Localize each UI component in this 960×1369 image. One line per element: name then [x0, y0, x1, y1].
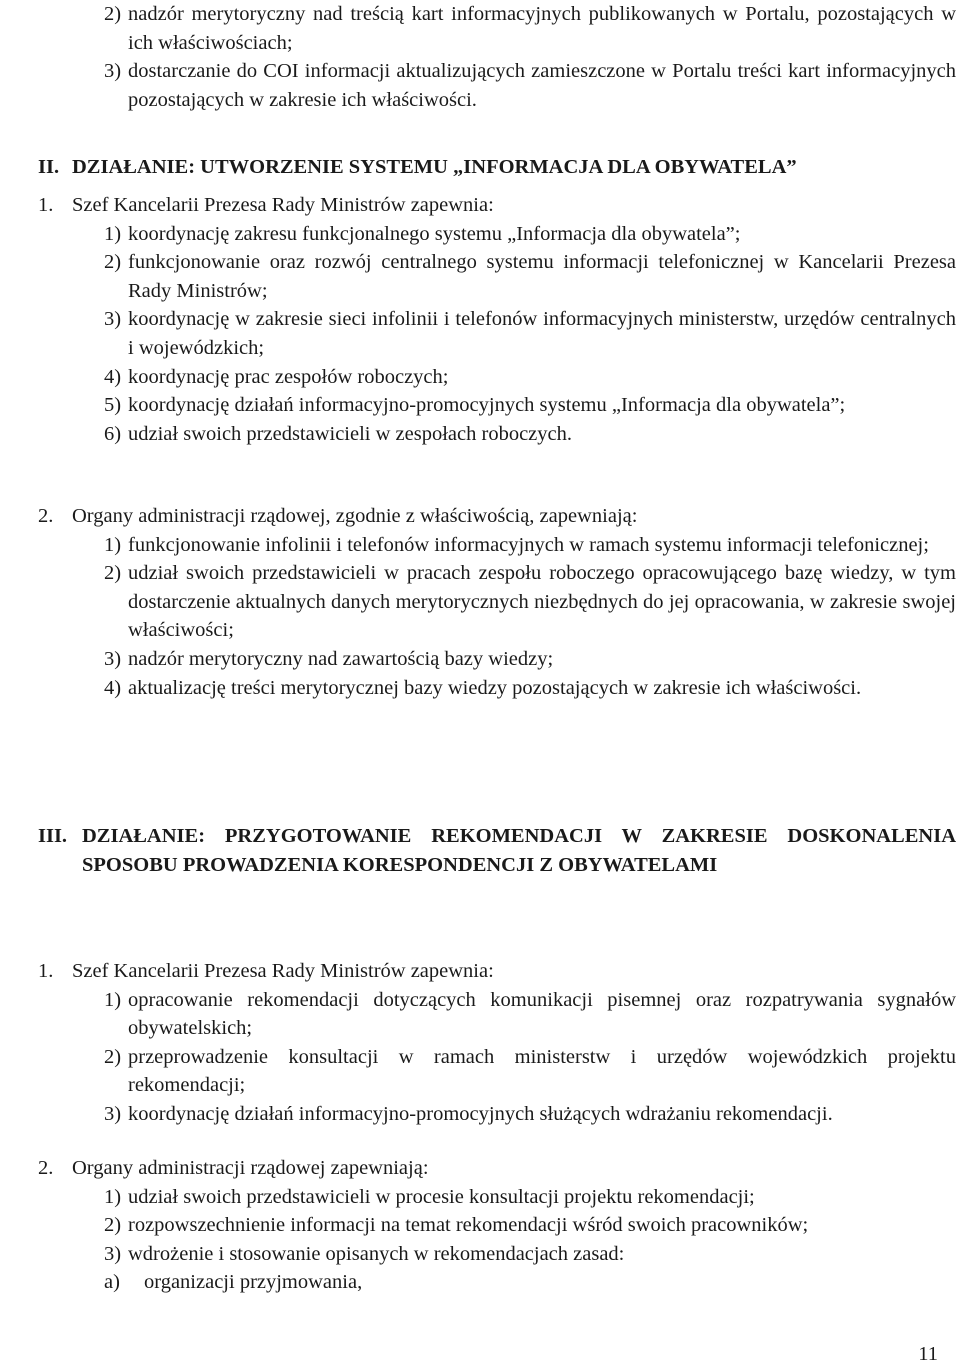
item-letter: a) — [104, 1271, 120, 1294]
section-heading — [38, 822, 956, 879]
section-heading — [38, 153, 956, 182]
section-3-point-1 — [38, 957, 956, 1129]
sub-list-item — [38, 1268, 956, 1297]
list-item — [38, 57, 956, 114]
item-number: 6) — [104, 422, 122, 445]
list-item — [38, 420, 956, 449]
item-number: 1) — [104, 1185, 122, 1208]
section-number: III. — [38, 825, 68, 847]
list-item — [38, 1211, 956, 1240]
list-item — [38, 531, 956, 560]
list-item — [38, 559, 956, 645]
section-number: II. — [38, 156, 60, 178]
point-text: Organy administracji rządowej, zgodnie z właściwością, zapewniają: — [72, 505, 638, 527]
list-item — [38, 363, 956, 392]
section-3-heading — [38, 822, 956, 879]
item-number: 4) — [104, 365, 122, 388]
item-number: 3) — [104, 308, 122, 331]
list-item — [38, 1240, 956, 1269]
point-number: 2. — [38, 1157, 54, 1179]
item-number: 5) — [104, 394, 122, 417]
item-text: nadzór merytoryczny nad zawartością bazy wiedzy; — [128, 647, 554, 670]
list-item — [38, 248, 956, 305]
item-number: 3) — [104, 1242, 122, 1265]
item-text: aktualizację treści merytorycznej bazy wiedzy pozostających w zakresie ich właściwości. — [128, 676, 862, 699]
item-number: 2) — [104, 251, 122, 274]
item-text: koordynację działań informacyjno-promocyjnych systemu „Informacja dla obywatela”; — [128, 394, 846, 417]
list-item — [38, 1043, 956, 1100]
section-2-point-2 — [38, 502, 956, 702]
section-2-point-1 — [38, 191, 956, 448]
item-number: 2) — [104, 1214, 122, 1237]
item-number: 1) — [104, 533, 122, 556]
page-number: 11 — [918, 1343, 938, 1365]
item-number: 3) — [104, 647, 122, 670]
item-number: 4) — [104, 676, 122, 699]
item-number: 2) — [104, 562, 122, 585]
item-text: koordynację zakresu funkcjonalnego systemu „Informacja dla obywatela”; — [128, 222, 741, 245]
point-text: Szef Kancelarii Prezesa Rady Ministrów zapewnia: — [72, 194, 494, 216]
item-text: koordynację w zakresie sieci infolinii i telefonów informacyjnych ministerstw, urzędów centralnych i wojewódzkich; — [128, 308, 956, 359]
item-text: koordynację działań informacyjno-promocyjnych służących wdrażaniu rekomendacji. — [128, 1102, 833, 1125]
item-text: wdrożenie i stosowanie opisanych w rekomendacjach zasad: — [128, 1242, 625, 1265]
section-3-point-2 — [38, 1154, 956, 1297]
item-number: 2) — [104, 3, 122, 25]
item-number: 3) — [104, 1102, 122, 1125]
list-item — [38, 986, 956, 1043]
section-title: DZIAŁANIE: PRZYGOTOWANIE REKOMENDACJI W ZAKRESIE DOSKONALENIA SPOSOBU PROWADZENIA KORESPONDENCJI Z OBYWATELAMI — [82, 825, 956, 876]
point-number: 1. — [38, 194, 54, 216]
section-title: DZIAŁANIE: UTWORZENIE SYSTEMU „INFORMACJA DLA OBYWATELA” — [72, 156, 797, 178]
point-text: Szef Kancelarii Prezesa Rady Ministrów zapewnia: — [72, 960, 494, 982]
point — [38, 1154, 956, 1183]
item-text: opracowanie rekomendacji dotyczących komunikacji pisemnej oraz rozpatrywania sygnałów obywatelskich; — [128, 988, 956, 1040]
list-item — [38, 220, 956, 249]
item-number: 1) — [104, 988, 122, 1011]
item-text: udział swoich przedstawicieli w pracach zespołu roboczego opracowującego bazę wiedzy, w tym dostarczenie aktualnych danych merytorycznych niezbędnych do jej opracowania, w zakresie swojej właściwości; — [128, 562, 956, 642]
point — [38, 957, 956, 986]
item-text: nadzór merytoryczny nad treścią kart informacyjnych publikowanych w Portalu, pozostających w ich właściwościach; — [128, 3, 956, 54]
item-text: funkcjonowanie oraz rozwój centralnego systemu informacji telefonicznej w Kancelarii Prezesa Rady Ministrów; — [128, 251, 956, 302]
list-item — [38, 391, 956, 420]
item-number: 1) — [104, 222, 122, 245]
item-text: funkcjonowanie infolinii i telefonów informacyjnych w ramach systemu informacji telefonicznej; — [128, 533, 929, 556]
point — [38, 502, 956, 531]
item-text: przeprowadzenie konsultacji w ramach ministerstw i urzędów wojewódzkich projektu rekomendacji; — [128, 1045, 956, 1097]
item-text: rozpowszechnienie informacji na temat rekomendacji wśród swoich pracowników; — [128, 1214, 809, 1237]
list-item — [38, 674, 956, 703]
list-item — [38, 0, 956, 57]
list-item — [38, 305, 956, 362]
point-text: Organy administracji rządowej zapewniają: — [72, 1157, 429, 1179]
item-text: koordynację prac zespołów roboczych; — [128, 365, 449, 388]
top-list — [38, 0, 956, 114]
item-text: udział swoich przedstawicieli w zespołach roboczych. — [128, 422, 572, 445]
item-number: 3) — [104, 60, 122, 83]
list-item — [38, 1100, 956, 1129]
section-2-heading — [38, 153, 956, 182]
point — [38, 191, 956, 220]
item-text: organizacji przyjmowania, — [144, 1271, 363, 1294]
list-item — [38, 1183, 956, 1212]
item-text: dostarczanie do COI informacji aktualizujących zamieszczone w Portalu treści kart informacyjnych pozostających w zakresie ich właściwości. — [128, 60, 956, 111]
item-text: udział swoich przedstawicieli w procesie konsultacji projektu rekomendacji; — [128, 1185, 755, 1208]
point-number: 1. — [38, 960, 54, 982]
item-number: 2) — [104, 1045, 122, 1068]
list-item — [38, 645, 956, 674]
point-number: 2. — [38, 505, 54, 527]
